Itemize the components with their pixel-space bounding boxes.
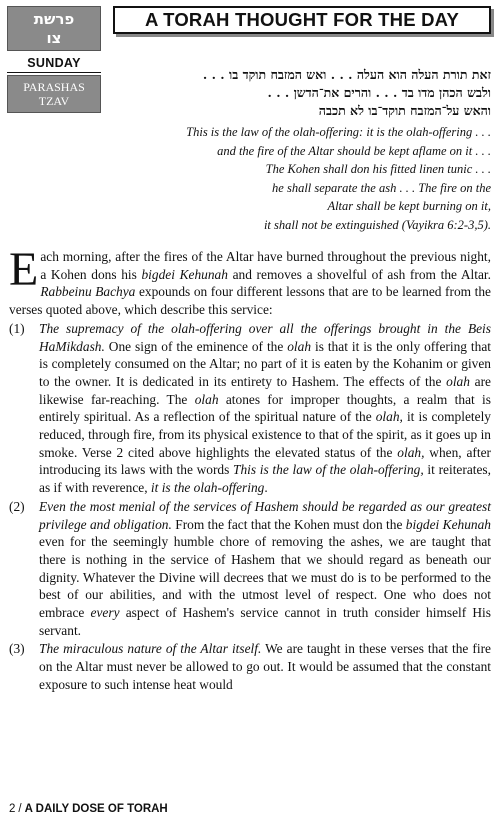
lesson-text: We are taught in these verses that the fire on the Altar must never be allowed to go out. It would be assumed that the constant exposure to such intense heat would (39, 641, 491, 692)
lesson-italic: olah (194, 391, 219, 407)
lesson-text: it reiterates, as if with reverence, (39, 462, 491, 496)
hebrew-line: והאש על־המזבח תוקד־בו לא תכבה (318, 103, 491, 118)
intro-italic: bigdei Kehunah (141, 266, 228, 282)
article-body (9, 243, 492, 694)
intro-text: and removes a shovelful of ash from the Altar. (227, 266, 491, 282)
intro-text: expounds on four different lessons that are to be learned from the verses quoted above, which describe this service: (9, 284, 491, 318)
translation-line: Altar shall be kept burning on it, (327, 199, 491, 214)
lesson-italic: it is the olah-offering (150, 480, 265, 496)
lesson-text: atones for improper thoughts, a realm that is entirely spiritual. As a reflection of the spiritual nature of the (39, 391, 491, 425)
divider (7, 72, 101, 73)
parsha-hebrew-line1: פרשת (33, 10, 75, 28)
lesson-text: is that it is the only offering that is completely consumed on the Altar; no part of it is eaten by the Kohanim or given to the owner. It is dedicated in its entirety to Hashem. The effects of the (39, 338, 491, 389)
lesson-text: From the fact that the Kohen must don the (171, 516, 406, 532)
hebrew-line: ולבש הכהן מדו בד . . . והרים את־הדשן . . . (267, 85, 491, 100)
intro-text: ach morning, after the fires of the Altar have burned throughout the previous night, a Kohen dons his (40, 249, 491, 282)
lesson-item-3 (9, 640, 491, 693)
translation-line: This is the law of the olah-offering: it is the olah-offering . . . (186, 125, 491, 139)
lesson-text: it is completely reduced, through fire, from its physical existence to that of the spirit, as it goes up in smoke. Verse 2 cited above highlights the elevated status of the (39, 409, 491, 460)
hebrew-verse (113, 66, 491, 120)
lesson-text: when, after introducing its laws with the words (39, 444, 491, 478)
footer-separator: / (18, 803, 22, 815)
lesson-item-2 (9, 498, 491, 640)
parashas-box (7, 75, 101, 113)
page-footer (9, 803, 168, 815)
lesson-italic: bigdei Kehunah (405, 516, 492, 532)
lesson-text: are likewise far-reaching. The (39, 373, 491, 407)
title-bar (113, 6, 491, 34)
sidebar (7, 6, 101, 113)
lesson-italic: olah (287, 338, 312, 354)
parsha-hebrew-line2: צו (46, 29, 62, 47)
item-number: (3) (9, 641, 25, 657)
lesson-italic: olah (446, 373, 470, 389)
drop-cap: E (9, 243, 39, 296)
book-title: A DAILY DOSE OF TORAH (24, 803, 168, 815)
hebrew-line: זאת תורת העלה הוא העלה . . . ואש המזבח תוקד בו . . . (202, 67, 491, 82)
day-label: SUNDAY (27, 56, 81, 70)
lesson-heading: The supremacy of the olah-offering over all the offerings brought in the Beis HaMikdash. (39, 320, 491, 354)
parashas-line2: TZAV (38, 94, 70, 108)
lesson-heading: Even the most menial of the services of Hashem should be regarded as our greatest privilege and obligation. (39, 498, 491, 532)
intro-italic: Rabbeinu Bachya (40, 284, 136, 300)
lesson-text: aspect of Hashem's service cannot in truth consider himself His servant. (39, 605, 491, 638)
lesson-heading: The miraculous nature of the Altar itself. (39, 641, 262, 657)
lesson-item-1 (9, 320, 491, 497)
lesson-text: One sign of the eminence of the (104, 338, 288, 354)
item-number: (1) (9, 320, 25, 336)
lesson-italic: This is the law of the olah-offering, (233, 462, 424, 478)
lesson-text: . (264, 480, 268, 496)
intro-paragraph (9, 243, 491, 319)
page-number: 2 (9, 803, 16, 815)
page-title: A TORAH THOUGHT FOR THE DAY (144, 9, 460, 30)
translation-line: and the fire of the Altar should be kept aflame on it . . . (217, 143, 491, 158)
lesson-italic: every (90, 605, 120, 621)
translation-line: it shall not be extinguished (Vayikra 6:2-3,5). (263, 217, 491, 232)
parsha-hebrew-box (7, 6, 101, 51)
translation-line: he shall separate the ash . . . The fire on the (272, 180, 491, 195)
lesson-text: even for the seemingly humble chore of removing the ashes, we are taught that there is nothing in the service of Hashem that we should regard as beneath our dignity. Whatever the Divine will decrees that we must do is to be performed to the best of our abilities, and with the utmost level of respect. One who does not embrace (39, 534, 491, 621)
lesson-italic: olah, (375, 409, 403, 425)
translation-line: The Kohen shall don his fitted linen tunic . . . (265, 162, 491, 177)
verse-translation (113, 123, 491, 235)
item-number: (2) (9, 498, 25, 514)
lesson-italic: olah, (397, 444, 425, 460)
parashas-line1: PARASHAS (23, 80, 85, 94)
